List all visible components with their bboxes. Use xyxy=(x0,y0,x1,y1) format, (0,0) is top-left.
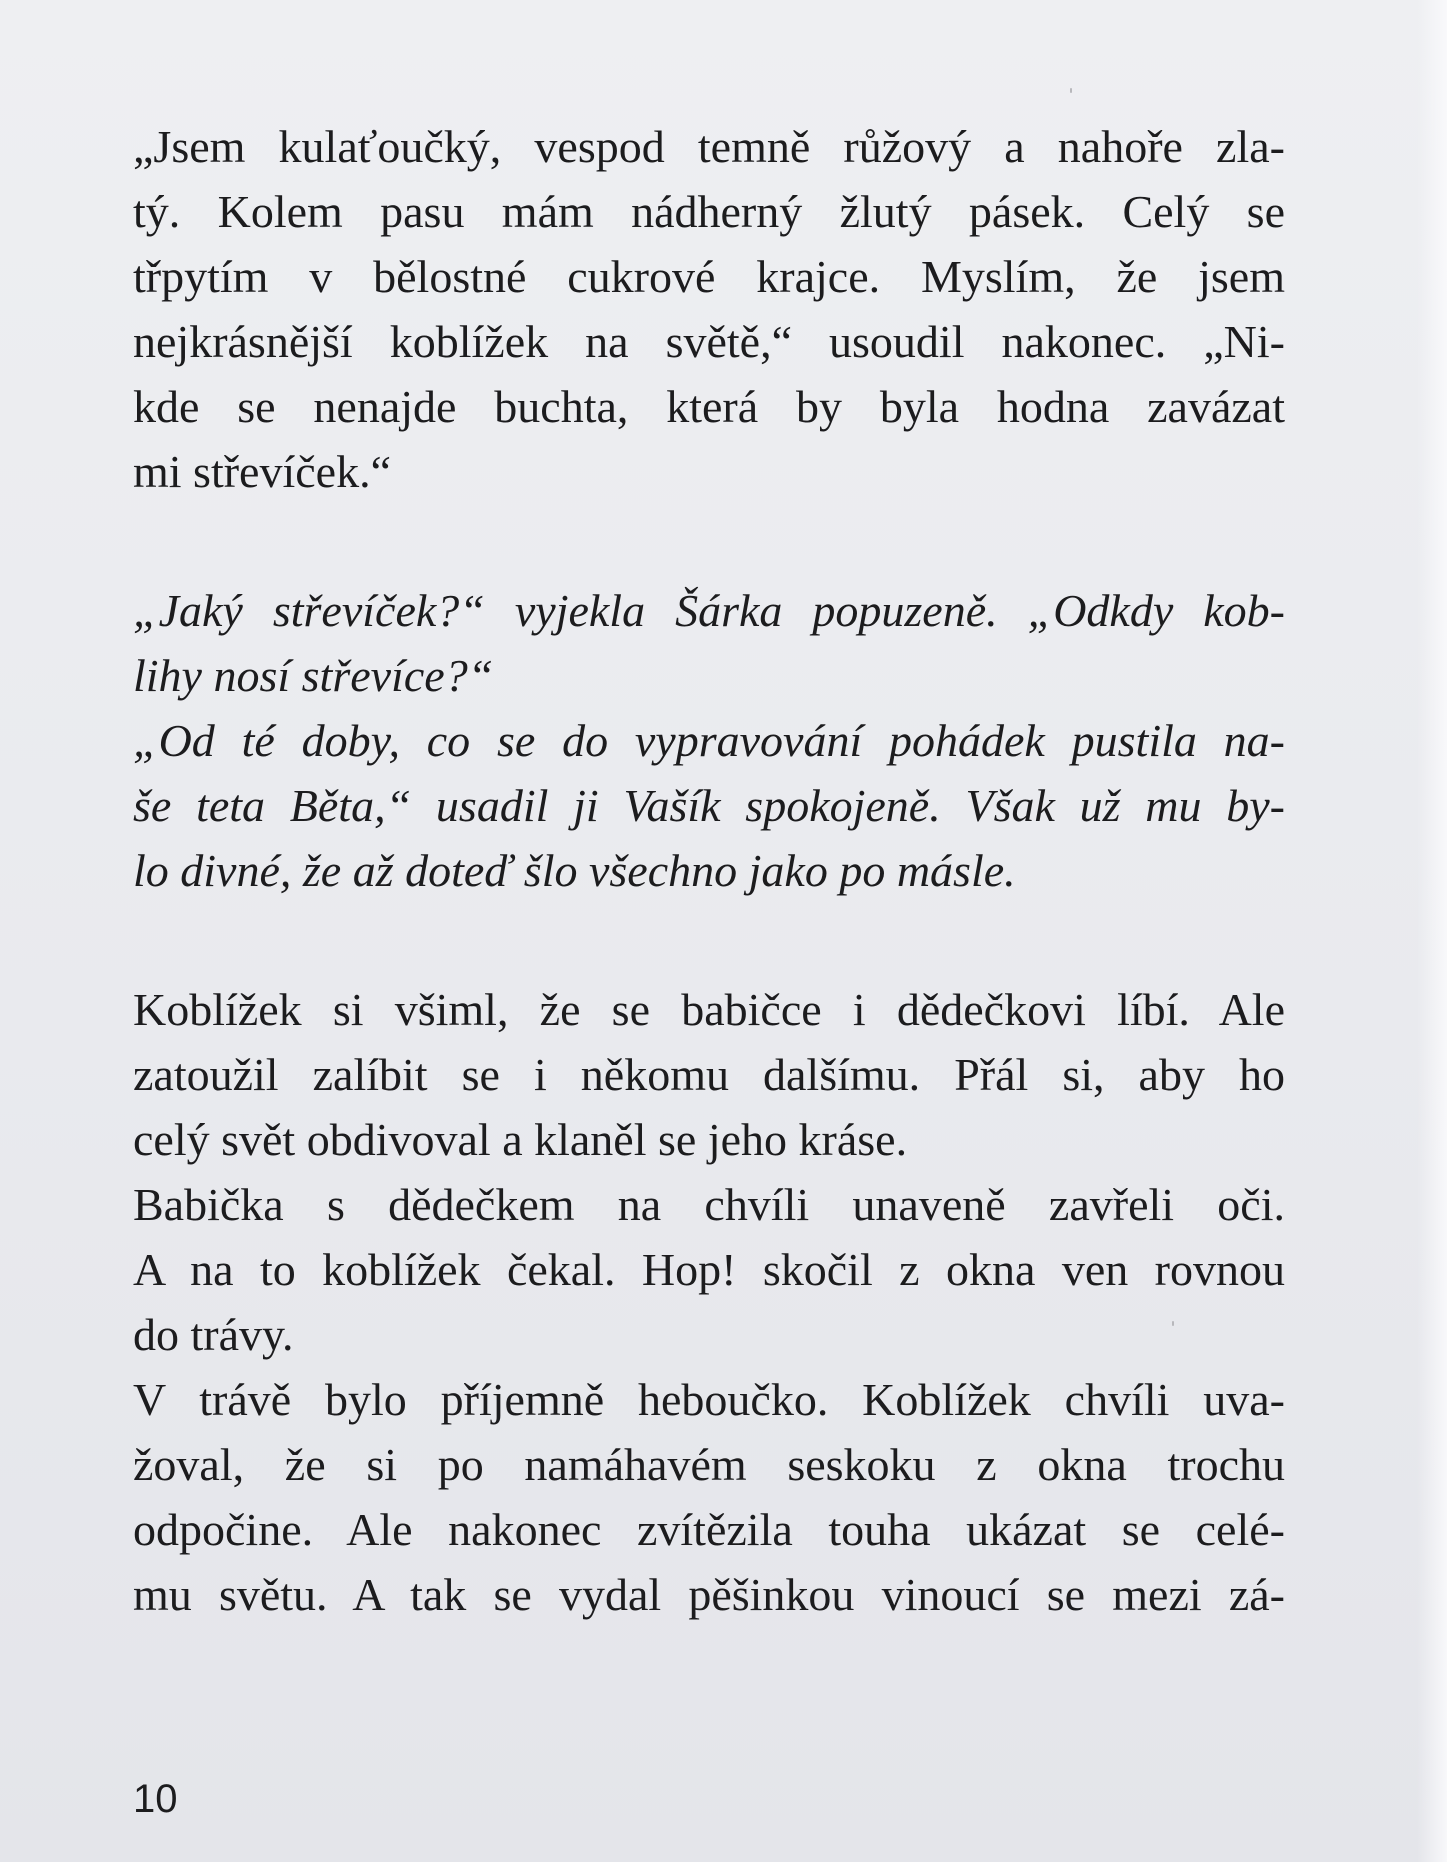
paper-speck xyxy=(1070,88,1072,93)
text-line: odpočine. Ale nakonec zvítězila touha ukázat se celé- xyxy=(133,1504,1285,1555)
text-line: kde se nenajde buchta, která by byla hodna zavázat xyxy=(133,381,1285,432)
paragraph-3 xyxy=(133,977,1285,1627)
text-line: zatoužil zalíbit se i někomu dalšímu. Přál si, aby ho xyxy=(133,1049,1285,1100)
paragraph-1 xyxy=(133,114,1285,504)
paragraph-2-dialogue xyxy=(133,578,1285,903)
text-line: Koblížek si všiml, že se babičce i dědečkovi líbí. Ale xyxy=(133,984,1285,1035)
text-line: mu světu. A tak se vydal pěšinkou vinoucí se mezi zá- xyxy=(133,1569,1285,1620)
text-line: Babička s dědečkem na chvíli unaveně zavřeli oči. xyxy=(133,1179,1285,1230)
text-line: nejkrásnější koblížek na světě,“ usoudil nakonec. „Ni- xyxy=(133,316,1285,367)
text-line: lo divné, že až doteď šlo všechno jako po másle. xyxy=(133,845,1016,896)
paper-speck xyxy=(1172,1321,1174,1326)
text-line: V trávě bylo příjemně heboučko. Koblížek chvíli uva- xyxy=(133,1374,1285,1425)
text-line: žoval, že si po namáhavém seskoku z okna trochu xyxy=(133,1439,1285,1490)
text-line: mi střevíček.“ xyxy=(133,446,392,497)
text-line: do trávy. xyxy=(133,1309,294,1360)
page-number: 10 xyxy=(133,1777,178,1821)
text-line: celý svět obdivoval a klaněl se jeho kráse. xyxy=(133,1114,908,1165)
text-line: třpytím v bělostné cukrové krajce. Myslím, že jsem xyxy=(133,251,1285,302)
text-line: „Jsem kulaťoučký, vespod temně růžový a nahoře zla- xyxy=(133,121,1285,172)
text-line: lihy nosí střevíce?“ xyxy=(133,650,494,701)
text-line: še teta Běta,“ usadil ji Vašík spokojeně. Však už mu by- xyxy=(133,780,1285,831)
text-line: tý. Kolem pasu mám nádherný žlutý pásek. Celý se xyxy=(133,186,1285,237)
text-line: A na to koblížek čekal. Hop! skočil z okna ven rovnou xyxy=(133,1244,1285,1295)
text-line: „Od té doby, co se do vypravování pohádek pustila na- xyxy=(133,715,1285,766)
text-line: „Jaký střevíček?“ vyjekla Šárka popuzeně. „Odkdy kob- xyxy=(133,585,1285,636)
